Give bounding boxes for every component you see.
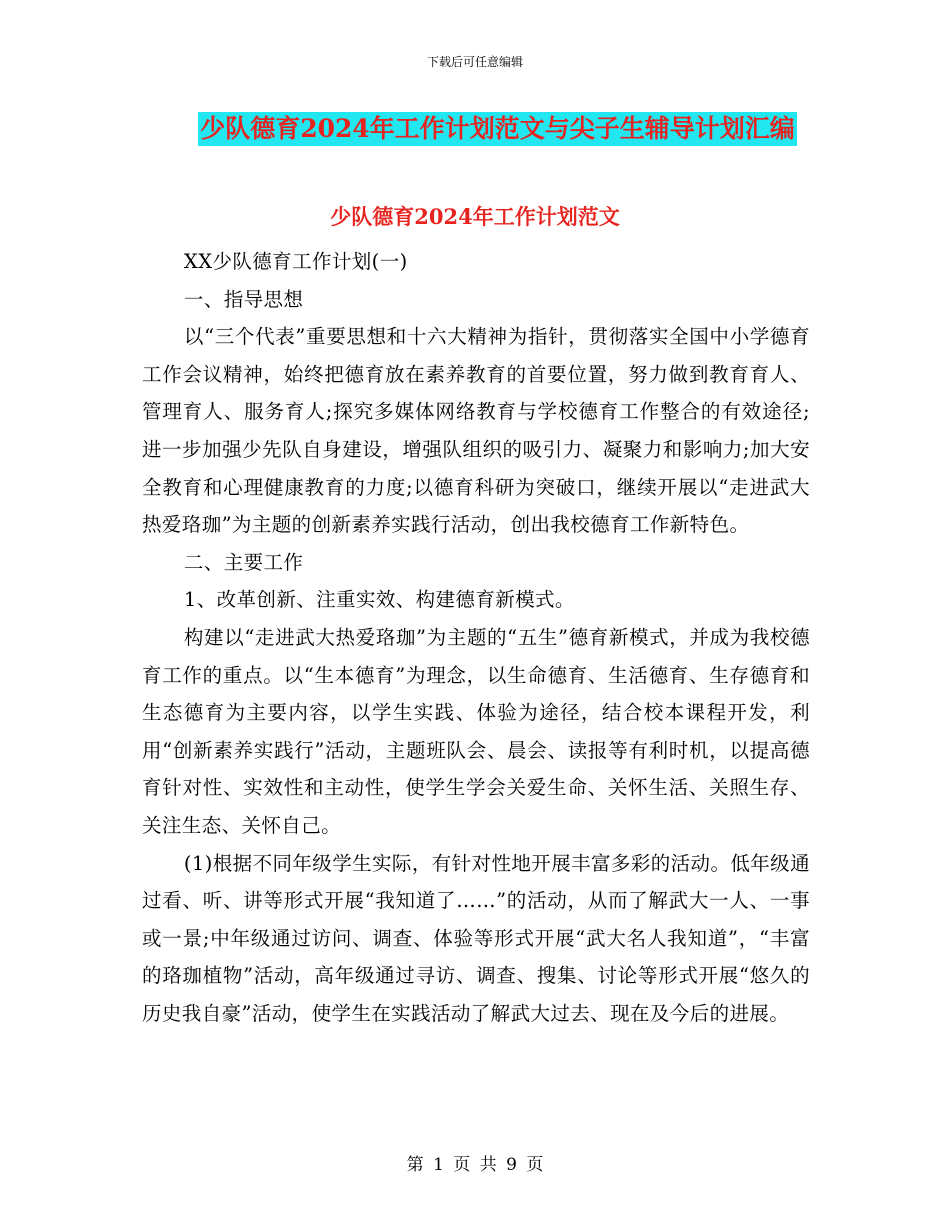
paragraph-grade-activities: (1)根据不同年级学生实际，有针对性地开展丰富多彩的活动。低年级通过看、听、讲等形式开展“我知道了……”的活动，从而了解武大一人、一事或一景;中年级通过访问、调查、体验等形式开展“武大名人我知道”，“丰富的珞珈植物”活动，高年级通过寻访、调查、搜集、讨论等形式开展“悠久的历史我自豪”活动，使学生在实践活动了解武大过去、现在及今后的进展。	[142, 851, 810, 1025]
section-heading-guiding-thought: 一、指导思想	[183, 287, 304, 311]
paragraph-moral-model: 构建以“走进武大热爱珞珈”为主题的“五生”德育新模式，并成为我校德育工作的重点。以“生本德育”为理念，以生命德育、生活德育、生存德育和生态德育为主要内容，以学生实践、体验为途径，结合校本课程开发，利用“创新素养实践行”活动，主题班队会、晨会、读报等有利时机，以提高德育针对性、实效性和主动性，使学生学会关爱生命、关怀生活、关照生存、关注生态、关怀自己。	[142, 625, 810, 837]
item-heading-reform: 1、改革创新、注重实效、构建德育新模式。	[183, 588, 575, 612]
plan-heading: XX少队德育工作计划(一)	[183, 250, 408, 273]
page-number: 第 1 页 共 9 页	[406, 1155, 544, 1175]
paragraph-guiding-thought: 以“三个代表”重要思想和十六大精神为指针，贯彻落实全国中小学德育工作会议精神，始终把德育放在素养教育的首要位置，努力做到教育育人、管理育人、服务育人;探究多媒体网络教育与学校德育工作整合的有效途径;进一步加强少先队自身建设，增强队组织的吸引力、凝聚力和影响力;加大安全教育和心理健康教育的力度;以德育科研为突破口，继续开展以“走进武大热爱珞珈”为主题的创新素养实践行活动，创出我校德育工作新特色。	[142, 325, 810, 537]
main-title-container	[0, 112, 950, 146]
section-title: 少队德育2024年工作计划范文	[330, 204, 620, 229]
document-body	[142, 243, 810, 1032]
section-heading-main-work: 二、主要工作	[183, 550, 304, 574]
page-header-note: 下载后可任意编辑	[426, 55, 523, 69]
document-main-title: 少队德育2024年工作计划范文与尖子生辅导计划汇编	[198, 112, 797, 146]
